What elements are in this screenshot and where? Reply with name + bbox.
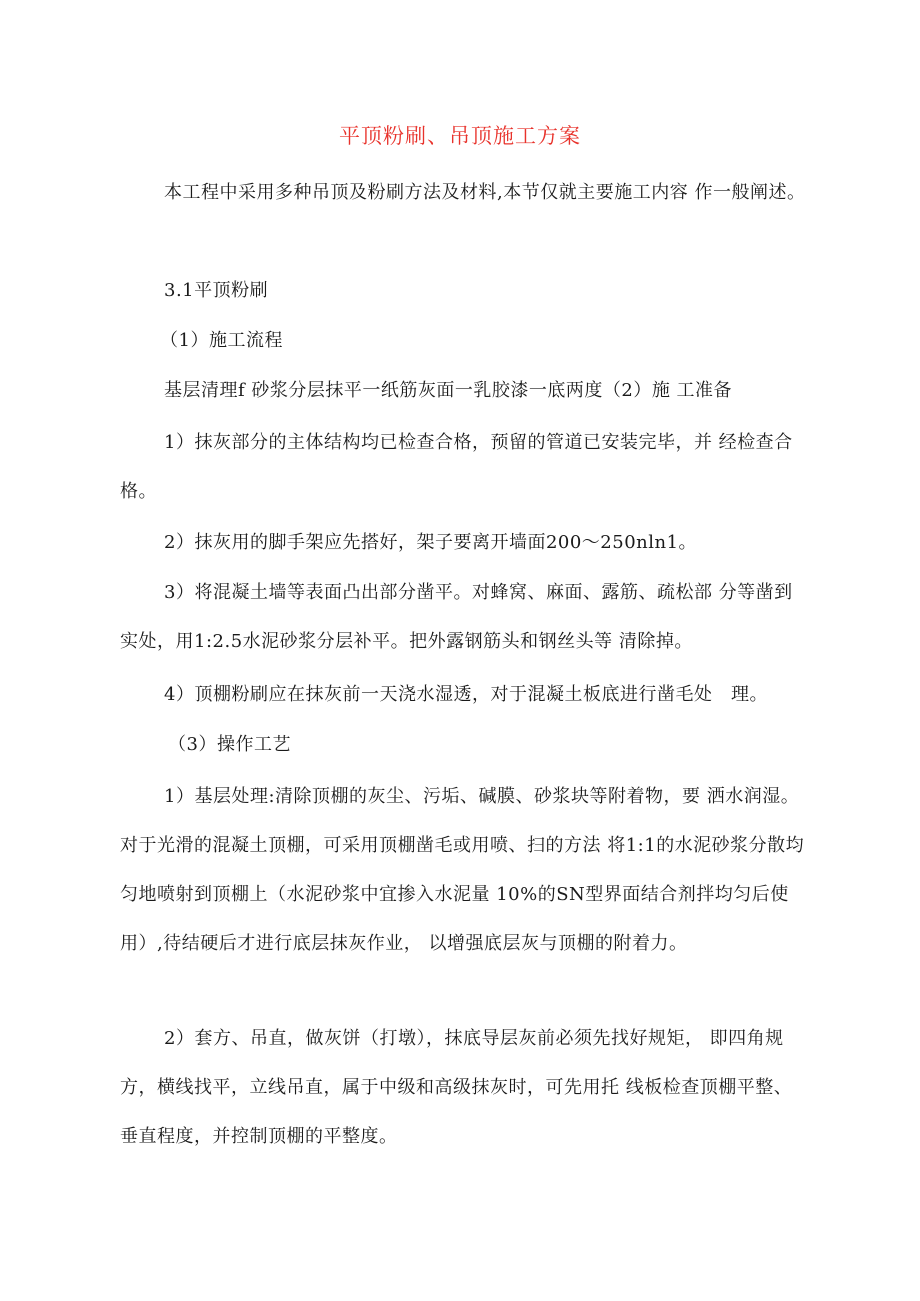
- paragraph-prep-1: 1）抹灰部分的主体结构均已检查合格，预留的管道已安装完毕，并 经检查合格。: [120, 432, 793, 502]
- document-title: 平顶粉刷、吊顶施工方案: [339, 124, 581, 148]
- paragraph-intro: 本工程中采用多种吊顶及粉刷方法及材料,本节仅就主要施工内容 作一般阐述。: [164, 182, 806, 203]
- subheading-operation-process: （3）操作工艺: [168, 734, 291, 755]
- paragraph-process-2: 2）套方、吊直，做灰饼（打墩），抹底导层灰前必须先找好规矩， 即四角规方，横线找平，立线吊直，属于中级和高级抹灰时，可先用托 线板检查顶棚平整、垂直程度，并控制顶棚的平整度。: [120, 1028, 793, 1147]
- section-heading-3-1: 3.1平顶粉刷: [164, 280, 269, 301]
- paragraph-flow-steps: 基层清理f 砂浆分层抹平一纸筋灰面一乳胶漆一底两度（2）施 工准备: [164, 380, 733, 401]
- subheading-construction-flow: （1）施工流程: [160, 330, 283, 351]
- paragraph-prep-4: 4）顶棚粉刷应在抹灰前一天浇水湿透，对于混凝土板底进行凿毛处 理。: [164, 684, 768, 705]
- paragraph-prep-3: 3）将混凝土墙等表面凸出部分凿平。对蜂窝、麻面、露筋、疏松部 分等凿到实处，用1:2.5水泥砂浆分层补平。把外露钢筋头和钢丝头等 清除掉。: [120, 582, 793, 652]
- paragraph-prep-2: 2）抹灰用的脚手架应先搭好，架子要离开墙面200～250nln1。: [164, 532, 698, 553]
- paragraph-process-1: 1）基层处理:清除顶棚的灰尘、污垢、碱膜、砂浆块等附着物，要 洒水润湿。对于光滑的混凝土顶棚，可采用顶棚凿毛或用喷、扫的方法 将1:1的水泥砂浆分散均匀地喷射到顶棚上（水泥砂浆中宜掺入水泥量 10%的SN型界面结合剂拌均匀后使用）,待结硬后才进行底层抹灰作业， 以增强底层灰与顶棚的附着力。: [120, 786, 805, 954]
